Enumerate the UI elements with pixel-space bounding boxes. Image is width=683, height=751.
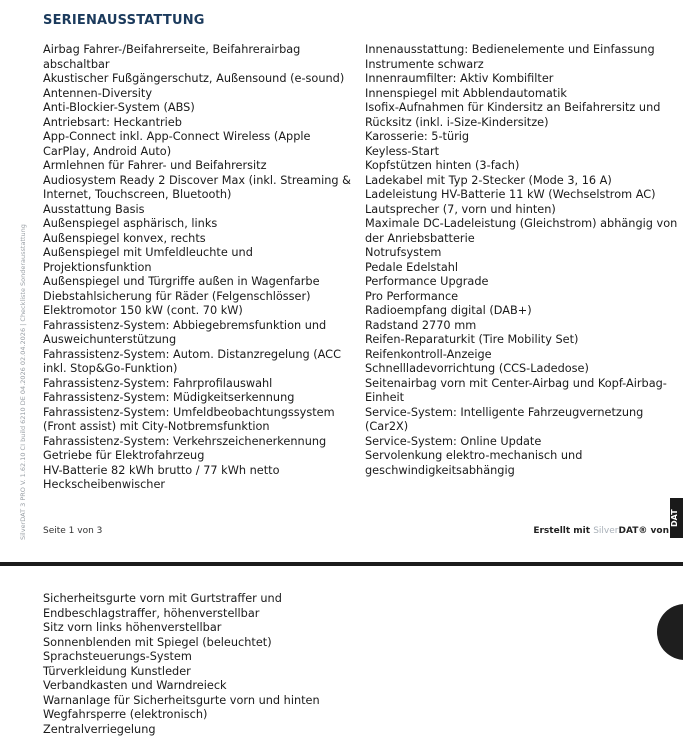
- list-item: Service-System: Online Update: [365, 434, 542, 448]
- list-item: Außenspiegel mit Umfeldleuchte und Projektionsfunktion: [43, 246, 253, 274]
- dat-logo-icon: DAT: [670, 498, 683, 538]
- brand-dat: DAT®: [618, 526, 648, 536]
- list-item: Sonnenblenden mit Spiegel (beleuchtet): [43, 635, 272, 649]
- list-item: Fahrassistenz-System: Fahrprofilauswahl: [43, 376, 273, 390]
- list-item: Airbag Fahrer-/Beifahrerseite, Beifahrerairbag abschaltbar: [43, 43, 301, 71]
- list-item: Maximale DC-Ladeleistung (Gleichstrom) abhängig von der Anriebsbatterie: [365, 217, 678, 245]
- document-page-2: [0, 566, 683, 751]
- list-item: Audiosystem Ready 2 Discover Max (inkl. Streaming & Internet, Touchscreen, Bluetooth): [43, 173, 351, 201]
- list-item: Sicherheitsgurte vorn mit Gurtstraffer und Endbeschlagstraffer, höhenverstellbar: [43, 592, 282, 620]
- sidebar-version-info: SilverDAT 3 PRO V. 1.62.10 CI build 6210 DE 04.2026 02.04.2026 | Checkliste Sonderausstattung: [19, 224, 27, 540]
- list-item: Pedale Edelstahl: [365, 260, 459, 274]
- list-item: Pro Performance: [365, 289, 459, 303]
- list-item: Schnellladevorrichtung (CCS-Ladedose): [365, 362, 589, 375]
- list-item: Außenspiegel konvex, rechts: [43, 231, 206, 245]
- list-item: Diebstahlsicherung für Räder (Felgenschlösser): [43, 289, 311, 303]
- list-item: Elektromotor 150 kW (cont. 70 kW): [43, 304, 243, 317]
- list-item: Servolenkung elektro-mechanisch und geschwindigkeitsabhängig: [365, 449, 583, 477]
- list-item: Ladekabel mit Typ 2-Stecker (Mode 3, 16 A): [365, 173, 612, 187]
- list-item: Getriebe für Elektrofahrzeug: [43, 449, 205, 462]
- list-item: Keyless-Start: [365, 144, 440, 158]
- list-item: HV-Batterie 82 kWh brutto / 77 kWh netto: [43, 463, 280, 477]
- list-item: Fahrassistenz-System: Müdigkeitserkennung: [43, 391, 295, 404]
- list-item: Radioempfang digital (DAB+): [365, 304, 532, 317]
- list-item: Reifen-Reparaturkit (Tire Mobility Set): [365, 333, 579, 346]
- list-item: Innenraumfilter: Aktiv Kombifilter: [365, 72, 554, 85]
- list-item: Ausstattung Basis: [43, 202, 145, 216]
- created-with-label: Erstellt mit: [533, 526, 591, 536]
- list-item: Karosserie: 5-türig: [365, 130, 470, 143]
- list-item: App-Connect inkl. App-Connect Wireless (Apple CarPlay, Android Auto): [43, 130, 311, 158]
- list-item: Notrufsystem: [365, 246, 442, 259]
- list-item: Fahrassistenz-System: Verkehrszeichenerkennung: [43, 434, 327, 448]
- list-item: Armlehnen für Fahrer- und Beifahrersitz: [43, 159, 267, 172]
- list-item: Kopfstützen hinten (3-fach): [365, 159, 520, 172]
- created-with-footer: [533, 526, 669, 536]
- list-item: Fahrassistenz-System: Abbiegebremsfunktion und Ausweichunterstützung: [43, 318, 327, 346]
- equipment-list-right: [365, 43, 683, 478]
- list-item: Fahrassistenz-System: Autom. Distanzregelung (ACC inkl. Stop&Go-Funktion): [43, 347, 341, 375]
- list-item: Sitz vorn links höhenverstellbar: [43, 621, 222, 634]
- list-item: Service-System: Intelligente Fahrzeugvernetzung (Car2X): [365, 405, 644, 433]
- brand-silver: Silver: [593, 526, 619, 536]
- list-item: Fahrassistenz-System: Umfeldbeobachtungssystem (Front assist) mit City-Notbremsfunktion: [43, 405, 335, 433]
- list-item: Antennen-Diversity: [43, 86, 153, 100]
- list-item: Antriebsart: Heckantrieb: [43, 115, 182, 129]
- list-item: Isofix-Aufnahmen für Kindersitz an Beifahrersitz und Rücksitz (inkl. i-Size-Kindersitze): [365, 101, 661, 129]
- page-number: Seite 1 von 3: [43, 526, 103, 536]
- list-item: Heckscheibenwischer: [43, 478, 166, 491]
- list-item: Anti-Blockier-System (ABS): [43, 101, 195, 114]
- von-label: von: [650, 526, 669, 536]
- list-item: Akustischer Fußgängerschutz, Außensound (e-sound): [43, 72, 345, 85]
- list-item: Sprachsteuerungs-System: [43, 650, 192, 663]
- list-item: Wegfahrsperre (elektronisch): [43, 708, 208, 721]
- equipment-list-page2: [43, 592, 363, 737]
- list-item: Verbandkasten und Warndreieck: [43, 679, 227, 692]
- list-item: Innenspiegel mit Abblendautomatik: [365, 86, 567, 100]
- list-item: Außenspiegel und Türgriffe außen in Wagenfarbe: [43, 275, 320, 288]
- list-item: Radstand 2770 mm: [365, 318, 477, 332]
- list-item: Lautsprecher (7, vorn und hinten): [365, 202, 556, 216]
- list-item: Außenspiegel asphärisch, links: [43, 217, 218, 230]
- list-item: Ladeleistung HV-Batterie 11 kW (Wechselstrom AC): [365, 188, 656, 201]
- list-item: Seitenairbag vorn mit Center-Airbag und Kopf-Airbag-Einheit: [365, 376, 667, 404]
- list-item: Innenausstattung: Bedienelemente und Einfassung Instrumente schwarz: [365, 43, 655, 71]
- list-item: Reifenkontroll-Anzeige: [365, 347, 492, 361]
- section-title: SERIENAUSSTATTUNG: [43, 13, 205, 28]
- list-item: Zentralverriegelung: [43, 722, 156, 736]
- list-item: Türverkleidung Kunstleder: [43, 664, 191, 678]
- list-item: Warnanlage für Sicherheitsgurte vorn und hinten: [43, 693, 320, 707]
- equipment-list-left: [43, 43, 358, 493]
- list-item: Performance Upgrade: [365, 275, 489, 288]
